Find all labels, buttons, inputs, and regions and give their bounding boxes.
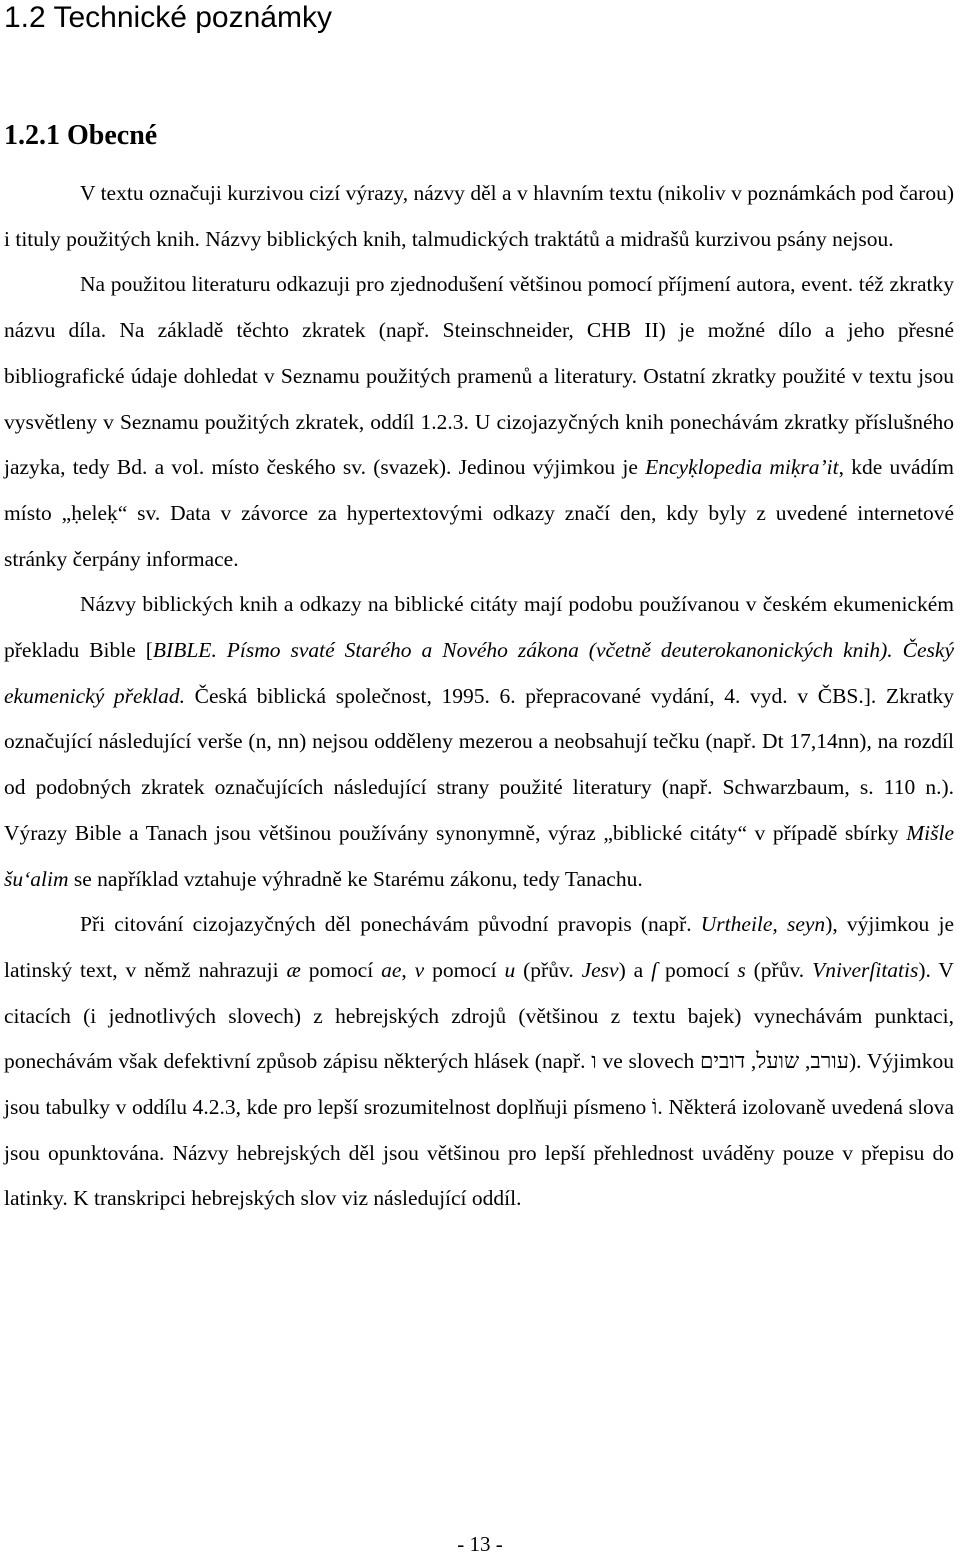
text-run: , bbox=[401, 957, 415, 982]
text-run: pomocí bbox=[300, 957, 382, 982]
italic-text: Encyḳlopedia miḳra’it bbox=[645, 455, 839, 480]
body-text bbox=[4, 171, 954, 1222]
text-run: ). V citacích (i jednotlivých slovech) z hebrejských zdrojů (většinou z textu bajek) vynechávám punktaci, ponechávám však defektivní způsob zápisu některých hlásek (např. ו ve slovech עורב, שועל, דובים). Výjimkou jsou tabulky v oddílu 4.2.3, kde pro lepší srozumitelnost doplňuji písmeno וֹ. Některá izolovaně uvedená slova jsou opunktována. Názvy hebrejských děl jsou většinou pro lepší přehlednost uváděny pouze v přepisu do latinky. K transkripci hebrejských slov viz následující oddíl. bbox=[4, 957, 955, 1211]
italic-text: æ bbox=[286, 957, 301, 982]
italic-text: ſ bbox=[651, 957, 658, 982]
italic-text: Mišle šu‘alim bbox=[4, 820, 954, 891]
text-run: Názvy biblických knih a odkazy na biblické citáty mají podobu používanou v českém ekumenickém překladu Bible [ bbox=[4, 592, 954, 663]
italic-text: BIBLE. Písmo svaté Starého a Nového zákona (včetně deuterokanonických knih). Český ekumenický překlad. bbox=[4, 638, 954, 708]
italic-text: u bbox=[504, 957, 516, 982]
text-run: (přův. bbox=[515, 957, 582, 982]
text-run: V textu označuji kurzivou cizí výrazy, názvy děl a v hlavním textu (nikoliv v poznámkách pod čarou) i tituly použitých knih. Názvy biblických knih, talmudických traktátů a midrašů kurzivou psány nejsou. bbox=[4, 181, 954, 251]
text-run: (přův. bbox=[745, 957, 813, 982]
italic-text: s bbox=[737, 957, 746, 982]
italic-text: Vniverſitatis bbox=[812, 957, 919, 982]
italic-text: v bbox=[414, 957, 425, 982]
paragraph-orthography bbox=[4, 902, 954, 1222]
text-run: Na použitou literaturu odkazuji pro zjednodušení většinou pomocí příjmení autora, event. též zkratky názvu díla. Na základě těchto zkratek (např. Steinschneider, CHB II) je možné dílo a jeho přesné bibliografické údaje dohledat v Seznamu použitých pramenů a literatury. Ostatní zkratky použité v textu jsou vysvětleny v Seznamu použitých zkratek, oddíl 1.2.3. U cizojazyčných knih ponechávám zkratky příslušného jazyka, tedy Bd. a vol. místo českého sv. (svazek). Jedinou výjimkou je bbox=[4, 272, 954, 480]
text-run: ), výjimkou je latinský text, v němž nahrazuji bbox=[4, 912, 954, 982]
text-run: Česká biblická společnost, 1995. 6. přepracované vydání, 4. vyd. v ČBS.]. Zkratky označující následující verše (n, nn) nejsou odděleny mezerou a neobsahují tečku (např. Dt 17,14nn), na rozdíl od podobných zkratek označujících následující strany použité literatury (např. Schwarzbaum, s. 110 n.). Výrazy Bible a Tanach jsou většinou používány synonymně, výraz „biblické citáty“ v případě sbírky bbox=[4, 683, 954, 845]
page-number: - 13 - bbox=[457, 1532, 503, 1556]
text-run: Při citování cizojazyčných děl ponechávám původní pravopis (např. bbox=[80, 912, 701, 937]
text-run: ) a bbox=[618, 957, 652, 982]
italic-text: ae bbox=[381, 957, 402, 982]
text-run: pomocí bbox=[657, 957, 738, 982]
paragraph-bible-names bbox=[4, 582, 954, 902]
subsection-heading: 1.2.1 Obecné bbox=[4, 120, 158, 151]
text-run: pomocí bbox=[424, 957, 505, 982]
text-run: , kde uvádím místo „ḥeleḳ“ sv. Data v závorce za hypertextovými odkazy značí den, kdy byly z uvedené internetové stránky čerpány informace. bbox=[4, 455, 954, 571]
italic-text: Urtheile, seyn bbox=[700, 912, 826, 937]
italic-text: Jesv bbox=[581, 957, 619, 982]
paragraph-references bbox=[4, 262, 954, 582]
paragraph-italics-note bbox=[4, 171, 954, 262]
section-heading: 1.2 Technické poznámky bbox=[4, 1, 332, 34]
text-run: se například vztahuje výhradně ke Starému zákonu, tedy Tanachu. bbox=[68, 866, 643, 891]
